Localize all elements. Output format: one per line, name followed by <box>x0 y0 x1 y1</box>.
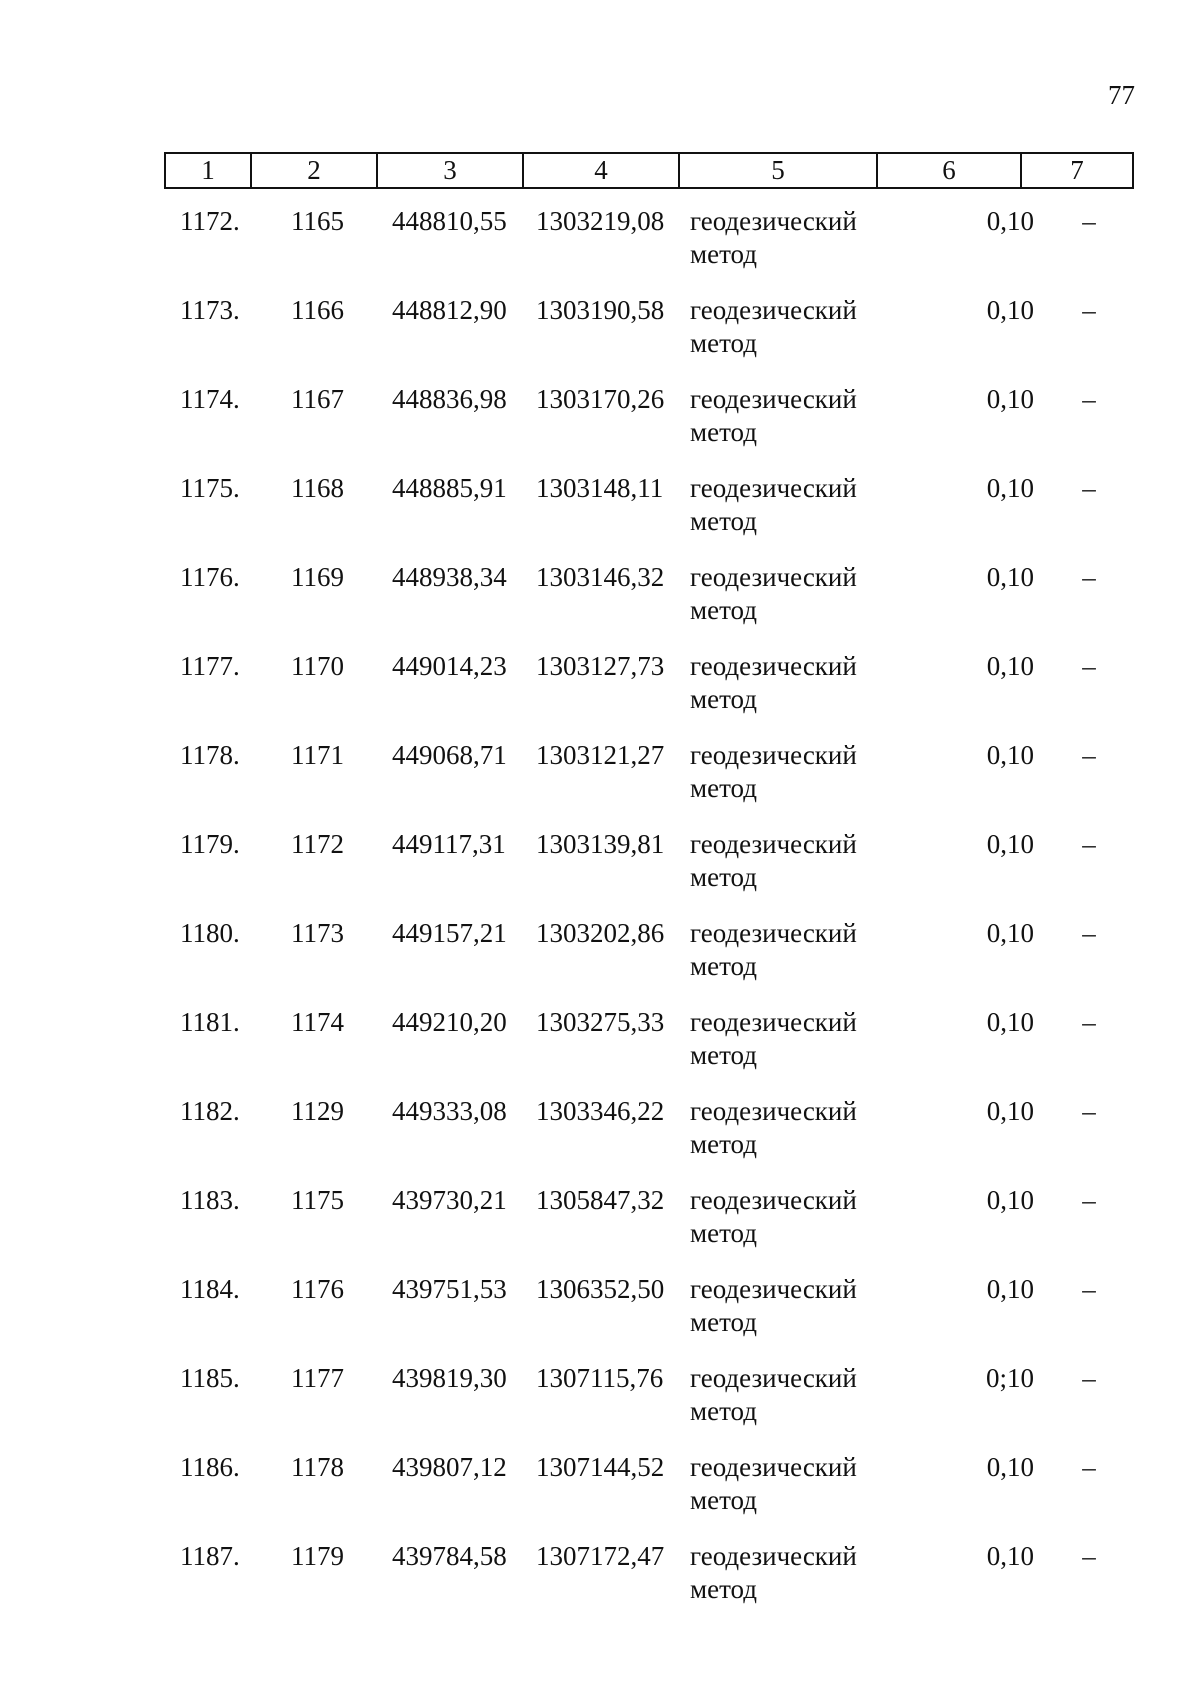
coordinate-y: 1303139,81 <box>536 829 665 859</box>
note-cell: – <box>1082 384 1096 414</box>
accuracy-cell: 0,10 <box>986 740 1034 770</box>
row-number: 1182. <box>180 1096 240 1126</box>
table-row <box>164 1362 1132 1451</box>
point-id: 1167 <box>291 384 344 414</box>
note-cell: – <box>1082 651 1096 681</box>
coordinate-x: 448810,55 <box>392 206 507 236</box>
note-cell: – <box>1082 473 1096 503</box>
table-row <box>164 294 1132 383</box>
method-cell: геодезический метод <box>690 1007 857 1070</box>
accuracy-cell: 0;10 <box>985 1363 1034 1393</box>
point-id: 1179 <box>291 1541 344 1571</box>
table-row <box>164 472 1132 561</box>
note-cell: – <box>1082 1274 1096 1304</box>
point-id: 1177 <box>291 1363 344 1393</box>
point-id: 1178 <box>291 1452 344 1482</box>
row-number: 1181. <box>180 1007 240 1037</box>
point-id: 1171 <box>291 740 344 770</box>
method-cell: геодезический метод <box>690 1541 857 1604</box>
coordinate-x: 448836,98 <box>392 384 507 414</box>
row-number: 1176. <box>180 562 240 592</box>
table-row <box>164 828 1132 917</box>
note-cell: – <box>1082 1007 1096 1037</box>
column-header-7: 7 <box>1021 153 1133 188</box>
table-row <box>164 1273 1132 1362</box>
accuracy-cell: 0,10 <box>986 1274 1034 1304</box>
method-cell: геодезический метод <box>690 651 857 714</box>
accuracy-cell: 0,10 <box>986 829 1034 859</box>
point-id: 1170 <box>291 651 344 681</box>
accuracy-cell: 0,10 <box>986 651 1034 681</box>
accuracy-cell: 0,10 <box>986 206 1034 236</box>
note-cell: – <box>1082 1452 1096 1482</box>
row-number: 1187. <box>180 1541 240 1571</box>
column-header-row <box>165 153 1133 188</box>
method-cell: геодезический метод <box>690 473 857 536</box>
coordinate-y: 1303346,22 <box>536 1096 665 1126</box>
coordinate-y: 1303170,26 <box>536 384 665 414</box>
point-id: 1173 <box>291 918 344 948</box>
page-number: 77 <box>1108 80 1135 110</box>
table-row <box>164 1451 1132 1540</box>
note-cell: – <box>1082 295 1096 325</box>
method-cell: геодезический метод <box>690 918 857 981</box>
column-header-2: 2 <box>251 153 377 188</box>
note-cell: – <box>1082 1096 1096 1126</box>
accuracy-cell: 0,10 <box>986 1007 1034 1037</box>
table-row <box>164 650 1132 739</box>
accuracy-cell: 0,10 <box>986 918 1034 948</box>
row-number: 1179. <box>180 829 240 859</box>
column-header-5: 5 <box>679 153 877 188</box>
coordinate-y: 1305847,32 <box>536 1185 665 1215</box>
method-cell: геодезический метод <box>690 740 857 803</box>
coordinate-y: 1307172,47 <box>536 1541 665 1571</box>
coordinate-y: 1303275,33 <box>536 1007 665 1037</box>
coordinate-x: 439819,30 <box>392 1363 507 1393</box>
coordinate-y: 1306352,50 <box>536 1274 665 1304</box>
accuracy-cell: 0,10 <box>986 1096 1034 1126</box>
accuracy-cell: 0,10 <box>986 1452 1034 1482</box>
point-id: 1175 <box>291 1185 344 1215</box>
method-cell: геодезический метод <box>690 562 857 625</box>
coordinate-x: 449068,71 <box>392 740 507 770</box>
coordinate-y: 1307144,52 <box>536 1452 665 1482</box>
row-number: 1178. <box>180 740 240 770</box>
method-cell: геодезический метод <box>690 295 857 358</box>
method-cell: геодезический метод <box>690 206 857 269</box>
coordinate-y: 1303127,73 <box>536 651 665 681</box>
row-number: 1185. <box>180 1363 240 1393</box>
accuracy-cell: 0,10 <box>986 1541 1034 1571</box>
table-row <box>164 205 1132 294</box>
table-row <box>164 1006 1132 1095</box>
point-id: 1169 <box>291 562 344 592</box>
note-cell: – <box>1082 918 1096 948</box>
note-cell: – <box>1082 1185 1096 1215</box>
point-id: 1176 <box>291 1274 344 1304</box>
method-cell: геодезический метод <box>690 829 857 892</box>
point-id: 1166 <box>291 295 344 325</box>
coordinate-x: 448885,91 <box>392 473 507 503</box>
note-cell: – <box>1082 829 1096 859</box>
method-cell: геодезический метод <box>690 1185 857 1248</box>
point-id: 1129 <box>291 1096 344 1126</box>
coordinate-y: 1303121,27 <box>536 740 665 770</box>
column-header-6: 6 <box>877 153 1021 188</box>
table-body <box>164 205 1132 1629</box>
row-number: 1172. <box>180 206 240 236</box>
note-cell: – <box>1082 562 1096 592</box>
row-number: 1184. <box>180 1274 240 1304</box>
method-cell: геодезический метод <box>690 1096 857 1159</box>
table-row <box>164 1540 1132 1629</box>
column-header-4: 4 <box>523 153 679 188</box>
method-cell: геодезический метод <box>690 1363 857 1426</box>
coordinate-y: 1303219,08 <box>536 206 665 236</box>
row-number: 1177. <box>180 651 240 681</box>
point-id: 1174 <box>291 1007 344 1037</box>
coordinate-x: 439784,58 <box>392 1541 507 1571</box>
note-cell: – <box>1082 1541 1096 1571</box>
column-header-1: 1 <box>165 153 251 188</box>
accuracy-cell: 0,10 <box>986 1185 1034 1215</box>
point-id: 1172 <box>291 829 344 859</box>
coordinate-x: 439730,21 <box>392 1185 507 1215</box>
method-cell: геодезический метод <box>690 1452 857 1515</box>
coordinate-x: 449157,21 <box>392 918 507 948</box>
table-row <box>164 561 1132 650</box>
table-row <box>164 383 1132 472</box>
table-row <box>164 917 1132 1006</box>
coordinate-x: 449210,20 <box>392 1007 507 1037</box>
row-number: 1174. <box>180 384 240 414</box>
coordinate-x: 439751,53 <box>392 1274 507 1304</box>
row-number: 1183. <box>180 1185 240 1215</box>
coordinate-x: 449014,23 <box>392 651 507 681</box>
accuracy-cell: 0,10 <box>986 295 1034 325</box>
coordinate-y: 1303190,58 <box>536 295 665 325</box>
row-number: 1186. <box>180 1452 240 1482</box>
coordinate-y: 1303202,86 <box>536 918 665 948</box>
coordinate-y: 1307115,76 <box>536 1363 664 1393</box>
accuracy-cell: 0,10 <box>986 384 1034 414</box>
table-row <box>164 739 1132 828</box>
method-cell: геодезический метод <box>690 1274 857 1337</box>
column-header-table <box>164 152 1134 189</box>
row-number: 1175. <box>180 473 240 503</box>
coordinate-y: 1303146,32 <box>536 562 665 592</box>
coordinate-x: 448938,34 <box>392 562 507 592</box>
point-id: 1168 <box>291 473 344 503</box>
row-number: 1180. <box>180 918 240 948</box>
coordinate-x: 449117,31 <box>392 829 506 859</box>
table-row <box>164 1095 1132 1184</box>
note-cell: – <box>1082 740 1096 770</box>
coordinate-x: 449333,08 <box>392 1096 507 1126</box>
coordinate-y: 1303148,11 <box>536 473 664 503</box>
column-header-3: 3 <box>377 153 523 188</box>
point-id: 1165 <box>291 206 344 236</box>
method-cell: геодезический метод <box>690 384 857 447</box>
accuracy-cell: 0,10 <box>986 562 1034 592</box>
table-row <box>164 1184 1132 1273</box>
row-number: 1173. <box>180 295 240 325</box>
accuracy-cell: 0,10 <box>986 473 1034 503</box>
coordinate-x: 439807,12 <box>392 1452 507 1482</box>
note-cell: – <box>1082 1363 1096 1393</box>
note-cell: – <box>1082 206 1096 236</box>
coordinate-x: 448812,90 <box>392 295 507 325</box>
